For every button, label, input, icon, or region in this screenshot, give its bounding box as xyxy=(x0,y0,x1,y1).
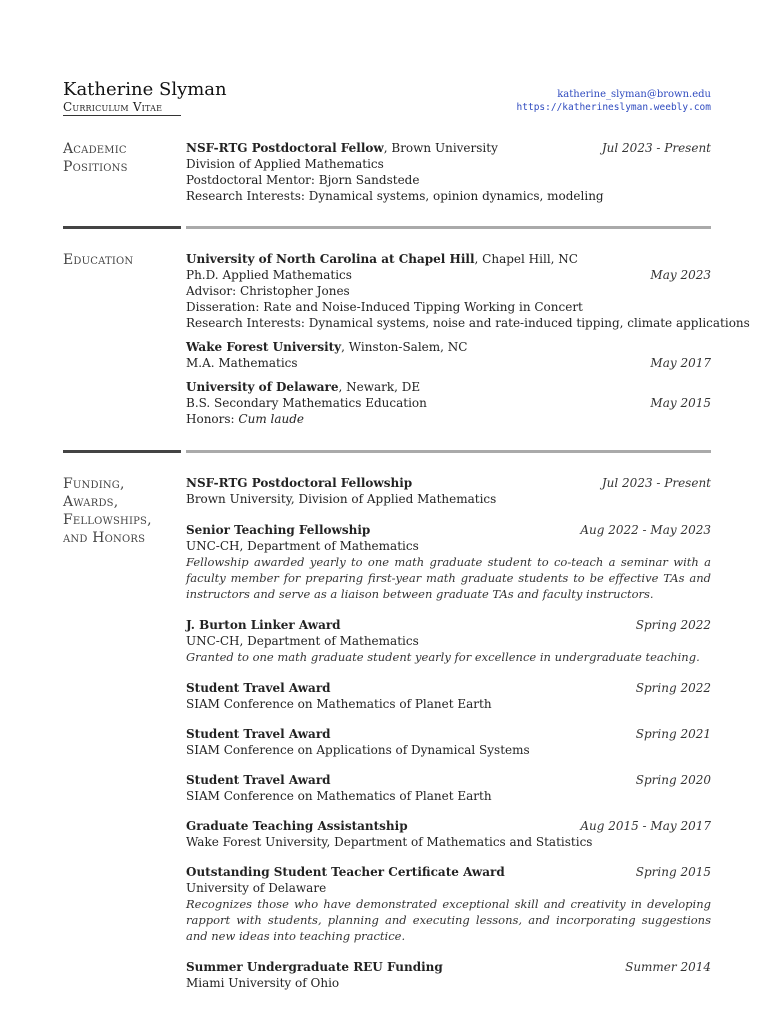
section-body xyxy=(186,140,711,212)
person-name: Katherine Slyman xyxy=(63,79,227,100)
award-description: Fellowship awarded yearly to one math graduate student to co-teach a seminar with a faculty member for preparing first-year math graduate students to be effective TAs and instructors and serve as a liaison between graduate TAs and faculty instructors. xyxy=(186,555,711,601)
contact-block xyxy=(517,88,711,114)
position-entry xyxy=(186,140,711,204)
education-entry xyxy=(186,339,711,371)
award-title: Student Travel Award xyxy=(186,727,331,741)
email-link[interactable]: katherine_slyman@brown.edu xyxy=(557,89,711,100)
position-detail: Division of Applied Mathematics xyxy=(186,157,384,171)
section-divider xyxy=(63,450,711,453)
school-name: University of North Carolina at Chapel Hill xyxy=(186,252,475,266)
award-title: Summer Undergraduate REU Funding xyxy=(186,960,443,974)
award-entry xyxy=(186,522,711,602)
education-date: May 2017 xyxy=(650,356,711,370)
award-org: UNC-CH, Department of Mathematics xyxy=(186,539,419,553)
section-body xyxy=(186,251,750,435)
cv-header xyxy=(63,80,711,116)
section-academic-positions xyxy=(63,140,711,210)
award-title: NSF-RTG Postdoctoral Fellowship xyxy=(186,476,413,490)
award-date: Spring 2015 xyxy=(635,865,711,879)
award-description: Granted to one math graduate student yearly for excellence in undergraduate teaching. xyxy=(186,650,700,664)
education-detail: Research Interests: Dynamical systems, noise and rate-induced tipping, climate applications xyxy=(186,316,750,330)
document-subtitle: Curriculum Vitae xyxy=(63,100,163,114)
website-link[interactable]: https://katherineslyman.weebly.com xyxy=(516,102,711,113)
header-rule xyxy=(63,115,181,116)
award-org: SIAM Conference on Applications of Dynamical Systems xyxy=(186,743,530,757)
degree: Ph.D. Applied Mathematics xyxy=(186,268,352,282)
education-date: May 2015 xyxy=(650,396,711,410)
award-date: Aug 2022 - May 2023 xyxy=(580,523,711,537)
education-entry xyxy=(186,251,750,331)
award-date: Spring 2020 xyxy=(635,773,711,787)
award-entry xyxy=(186,726,711,758)
section-funding-awards xyxy=(63,475,711,1005)
section-divider xyxy=(63,226,711,229)
award-date: Summer 2014 xyxy=(625,960,711,974)
award-date: Spring 2021 xyxy=(635,727,711,741)
school-name: University of Delaware xyxy=(186,380,339,394)
honors-label: Honors: xyxy=(186,412,235,426)
award-entry xyxy=(186,818,711,850)
award-title: Student Travel Award xyxy=(186,681,331,695)
position-detail: Research Interests: Dynamical systems, opinion dynamics, modeling xyxy=(186,189,604,203)
award-title: Outstanding Student Teacher Certificate Award xyxy=(186,865,505,879)
award-entry xyxy=(186,475,711,507)
education-detail: Disseration: Rate and Noise-Induced Tipping Working in Concert xyxy=(186,300,583,314)
position-role: NSF-RTG Postdoctoral Fellow xyxy=(186,141,384,155)
school-location: , Winston-Salem, NC xyxy=(341,340,468,354)
school-location: , Chapel Hill, NC xyxy=(474,252,578,266)
award-org: Wake Forest University, Department of Mathematics and Statistics xyxy=(186,835,593,849)
section-education xyxy=(63,251,750,431)
award-org: Brown University, Division of Applied Mathematics xyxy=(186,492,497,506)
award-date: Spring 2022 xyxy=(635,681,711,695)
education-date: May 2023 xyxy=(650,268,711,282)
award-title: Student Travel Award xyxy=(186,773,331,787)
degree: M.A. Mathematics xyxy=(186,356,298,370)
education-entry xyxy=(186,379,711,427)
award-date: Spring 2022 xyxy=(635,618,711,632)
award-org: SIAM Conference on Mathematics of Planet Earth xyxy=(186,697,492,711)
section-title: Academic Positions xyxy=(63,141,128,175)
award-date: Jul 2023 - Present xyxy=(601,476,711,490)
position-date: Jul 2023 - Present xyxy=(601,141,711,155)
award-entry xyxy=(186,864,711,944)
award-entry xyxy=(186,680,711,712)
position-org: , Brown University xyxy=(383,141,498,155)
award-title: Senior Teaching Fellowship xyxy=(186,523,371,537)
award-org: Miami University of Ohio xyxy=(186,976,340,990)
section-body xyxy=(186,475,711,999)
award-title: Graduate Teaching Assistantship xyxy=(186,819,408,833)
award-entry xyxy=(186,772,711,804)
school-name: Wake Forest University xyxy=(186,340,342,354)
honors-value: Cum laude xyxy=(238,412,305,426)
award-entry xyxy=(186,617,711,665)
award-entry xyxy=(186,959,711,991)
degree: B.S. Secondary Mathematics Education xyxy=(186,396,427,410)
award-description: Recognizes those who have demonstrated exceptional skill and creativity in developing rapport with students, planning and executing lessons, and incorporating suggestions and new ideas into teaching practice. xyxy=(186,897,711,943)
award-date: Aug 2015 - May 2017 xyxy=(580,819,711,833)
award-org: University of Delaware xyxy=(186,881,327,895)
position-detail: Postdoctoral Mentor: Bjorn Sandstede xyxy=(186,173,420,187)
award-title: J. Burton Linker Award xyxy=(186,618,341,632)
education-detail: Advisor: Christopher Jones xyxy=(186,284,350,298)
award-org: UNC-CH, Department of Mathematics xyxy=(186,634,419,648)
section-title: Funding, Awards, Fellowships, and Honors xyxy=(63,476,152,546)
school-location: , Newark, DE xyxy=(338,380,421,394)
section-title: Education xyxy=(63,252,134,268)
award-org: SIAM Conference on Mathematics of Planet Earth xyxy=(186,789,492,803)
